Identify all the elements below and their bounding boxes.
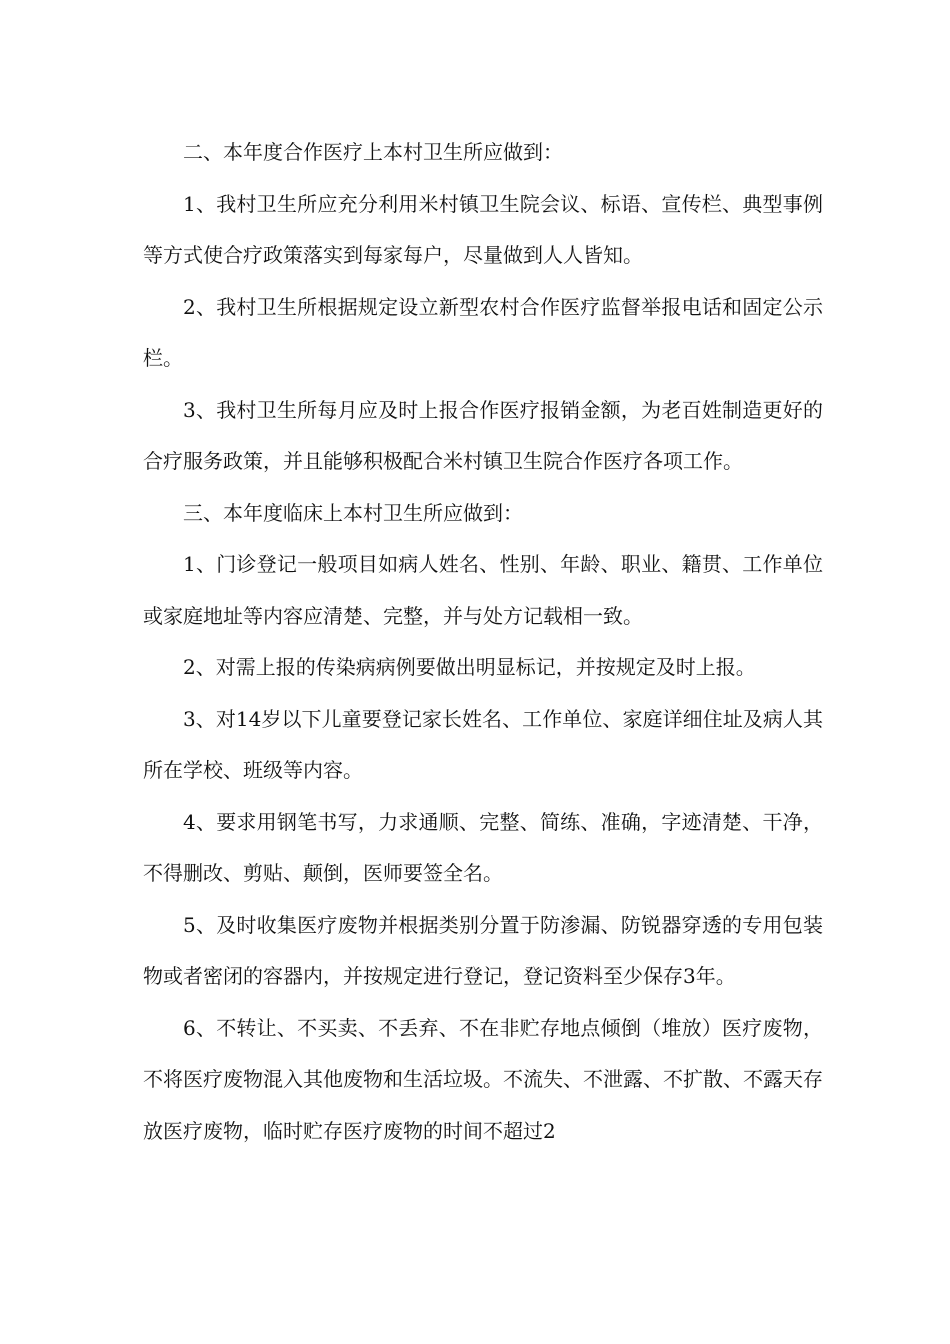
paragraph: 3、对14岁以下儿童要登记家长姓名、工作单位、家庭详细住址及病人其所在学校、班级等内容。 (143, 706, 823, 782)
paragraph: 3、我村卫生所每月应及时上报合作医疗报销金额，为老百姓制造更好的合疗服务政策，并且能够积极配合米村镇卫生院合作医疗各项工作。 (143, 397, 823, 473)
paragraph: 2、我村卫生所根据规定设立新型农村合作医疗监督举报电话和固定公示栏。 (143, 294, 823, 370)
paragraph: 5、及时收集医疗废物并根据类别分置于防渗漏、防锐器穿透的专用包装物或者密闭的容器内，并按规定进行登记，登记资料至少保存3年。 (143, 912, 823, 988)
document-body (143, 127, 823, 1157)
paragraph: 6、不转让、不买卖、不丢弃、不在非贮存地点倾倒（堆放）医疗废物，不将医疗废物混入其他废物和生活垃圾。不流失、不泄露、不扩散、不露天存放医疗废物，临时贮存医疗废物的时间不超过2 (143, 1015, 823, 1143)
paragraph: 1、门诊登记一般项目如病人姓名、性别、年龄、职业、籍贯、工作单位或家庭地址等内容应清楚、完整，并与处方记载相一致。 (143, 552, 823, 628)
paragraph: 2、对需上报的传染病病例要做出明显标记，并按规定及时上报。 (183, 655, 756, 679)
section-heading-2: 二、本年度合作医疗上本村卫生所应做到： (183, 140, 563, 164)
paragraph: 1、我村卫生所应充分利用米村镇卫生院会议、标语、宣传栏、典型事例等方式使合疗政策落实到每家每户，尽量做到人人皆知。 (143, 191, 823, 267)
section-heading-3: 三、本年度临床上本村卫生所应做到： (183, 500, 523, 525)
paragraph: 4、要求用钢笔书写，力求通顺、完整、简练、准确，字迹清楚、干净，不得删改、剪贴、颠倒，医师要签全名。 (143, 809, 823, 885)
